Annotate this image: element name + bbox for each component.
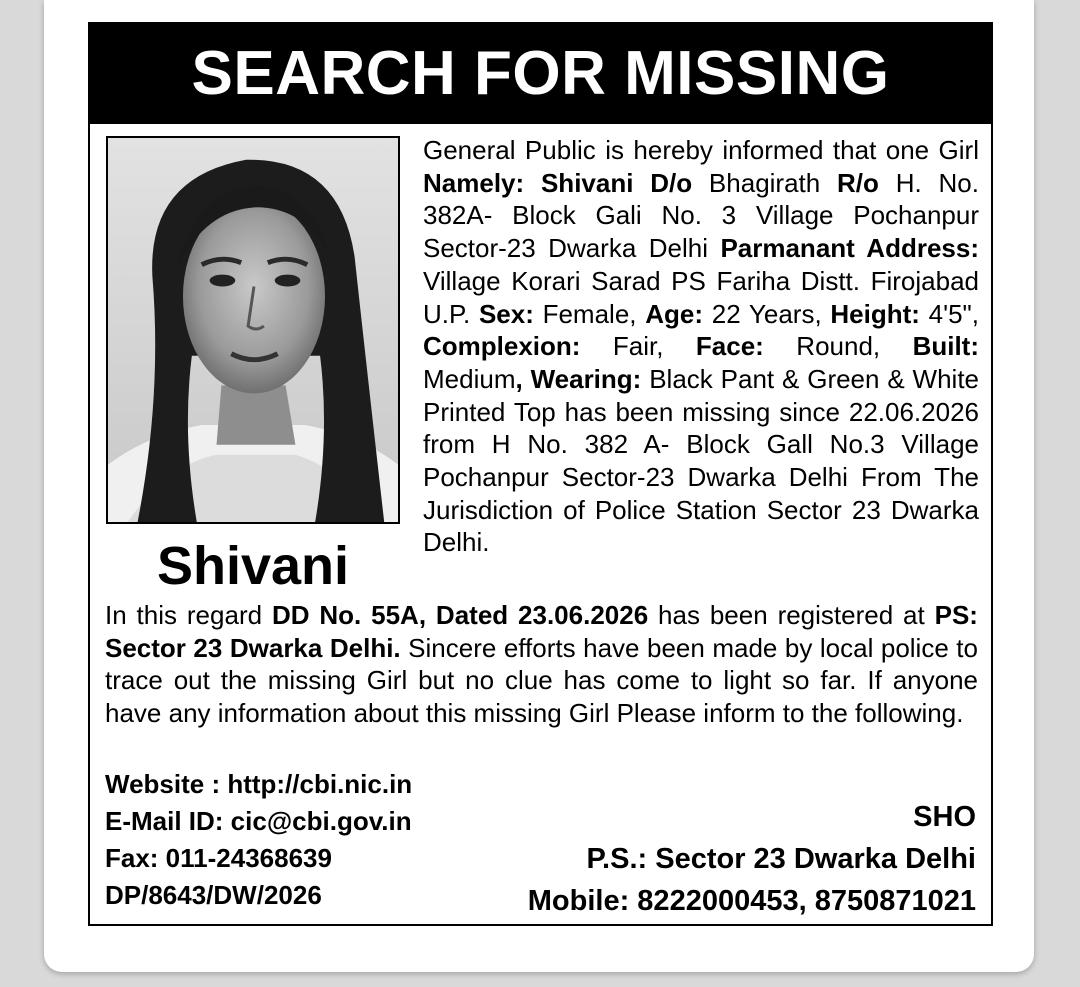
description-text — [423, 134, 979, 559]
registration-text — [105, 599, 978, 730]
description-segment: Complexion: — [423, 331, 581, 362]
mobile-numbers: Mobile: 8222000453, 8750871021 — [527, 885, 976, 917]
person-photo — [106, 136, 400, 524]
officer-block — [528, 796, 976, 922]
registration-segment: Sincere efforts have been made by local police to trace out the missing Girl but no clue has come to light so far. If anyone have any information about this missing Girl Please inform to the following. — [105, 632, 978, 729]
registration-segment: In this regard — [105, 600, 272, 630]
contact-details — [105, 766, 412, 914]
description-segment: Age: — [645, 298, 704, 329]
description-segment: R/o — [837, 167, 879, 198]
description-segment: Shivani D/o — [540, 167, 693, 198]
description-segment: Round, — [763, 331, 913, 362]
registration-segment: PS: Sector 23 Dwarka Delhi. — [105, 600, 978, 663]
description-segment: Female, — [533, 298, 646, 329]
person-name: Shivani — [156, 536, 350, 596]
fax-line: Fax: 011-24368639 — [105, 843, 332, 873]
description-segment: Height: — [830, 298, 920, 329]
description-segment: Face: — [695, 331, 764, 362]
description-segment: General Public is hereby informed that one Girl — [423, 135, 979, 165]
portrait-image — [108, 138, 398, 522]
description-segment — [524, 168, 541, 198]
reference-number: DP/8643/DW/2026 — [105, 880, 322, 910]
description-segment: Fair, — [580, 331, 696, 362]
registration-segment: DD No. 55A, Dated 23.06.2026 — [271, 600, 649, 630]
description-segment: H. No. 382A- Block Gali No. 3 Village Pochanpur Sector-23 Dwarka Delhi — [423, 167, 979, 264]
description-segment: Sex: — [478, 298, 534, 329]
description-segment: Built: — [912, 331, 979, 362]
description-segment: , Wearing: — [515, 363, 642, 394]
description-segment: Medium — [423, 363, 516, 394]
description-segment: Village Korari Sarad PS Fariha Distt. Firojabad U.P. — [423, 265, 979, 329]
description-segment: Black Pant & Green & White Printed Top has been missing since 22.06.2026 from H No. 382 A- Block Gall No.3 Village Pochanpur Sector-23 Dwarka Delhi From The Jurisdiction of Police Station Sector 23 Dwarka Delhi. — [423, 363, 980, 558]
description-segment: Namely: — [423, 167, 525, 198]
headline: SEARCH FOR MISSING — [90, 24, 991, 124]
description-segment: 22 Years, — [703, 298, 831, 329]
description-segment: 4'5", — [919, 298, 979, 329]
description-segment: Parmanant Address: — [720, 233, 979, 264]
police-station: P.S.: Sector 23 Dwarka Delhi — [586, 843, 976, 875]
officer-title: SHO — [913, 801, 976, 833]
website-line: Website : http://cbi.nic.in — [105, 769, 413, 799]
missing-notice — [88, 22, 993, 926]
registration-segment: has been registered at — [648, 600, 935, 630]
email-line: E-Mail ID: cic@cbi.gov.in — [105, 806, 412, 836]
description-segment: Bhagirath — [692, 167, 838, 198]
